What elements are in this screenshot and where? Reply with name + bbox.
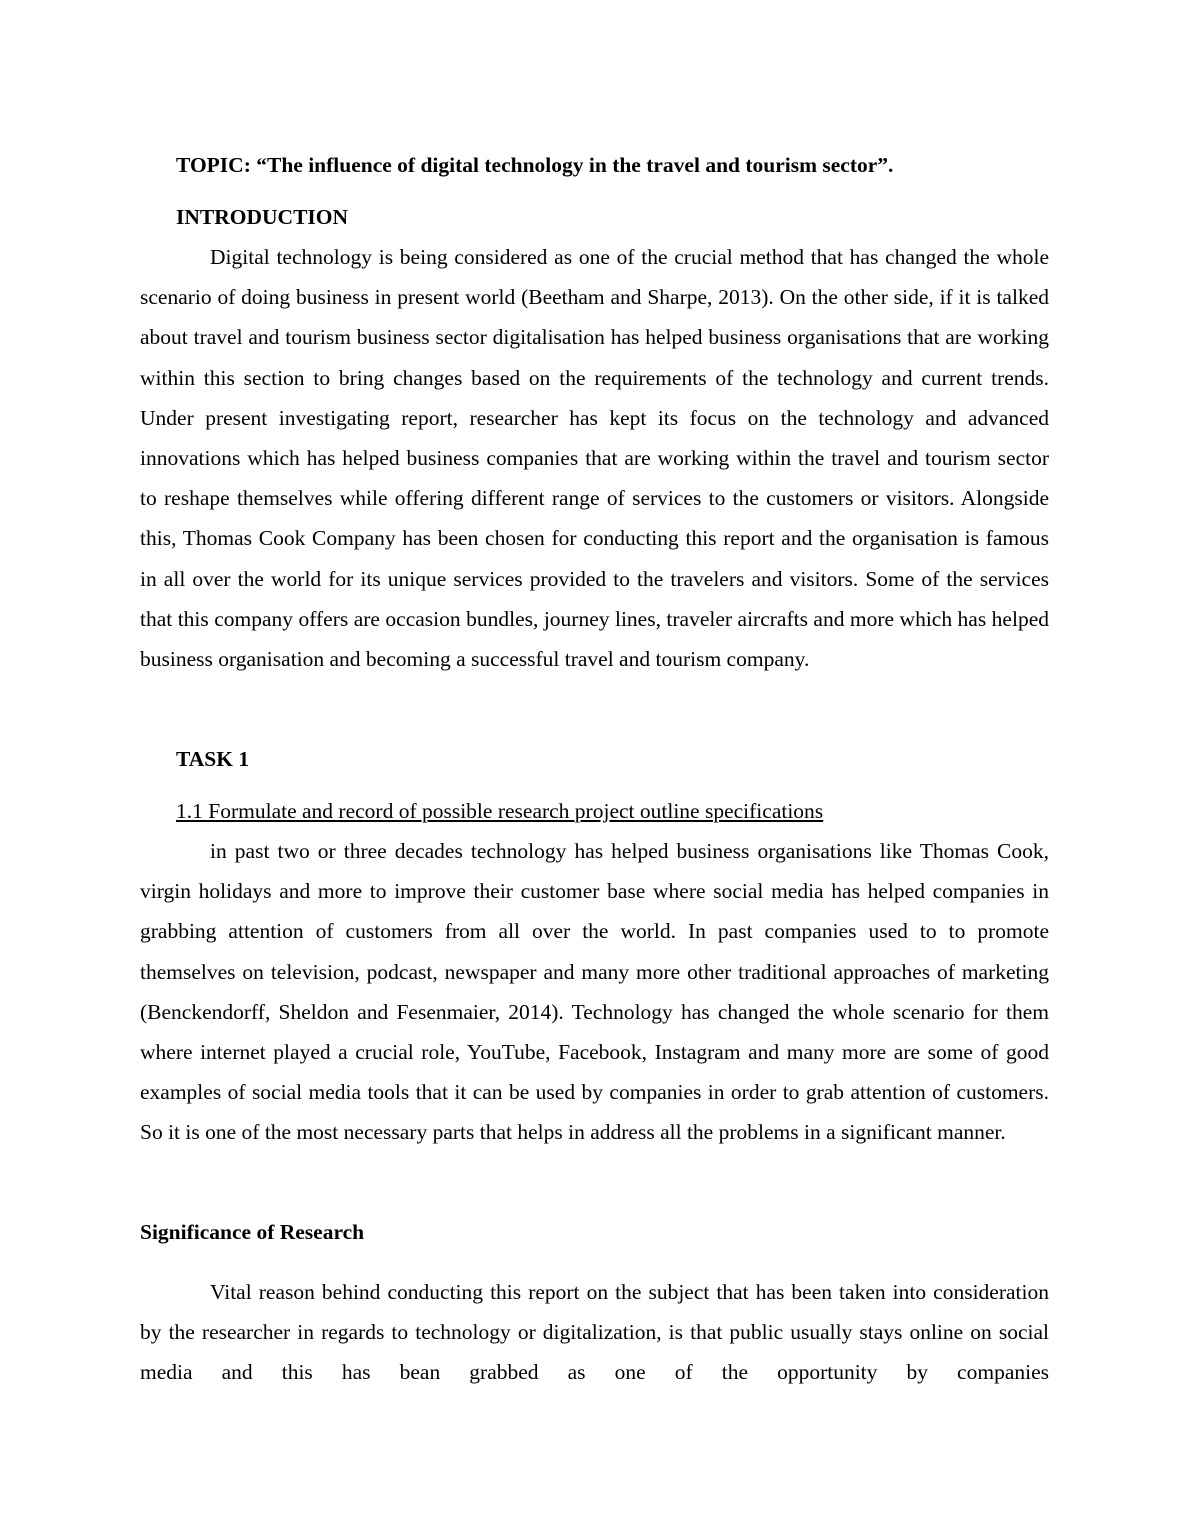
subsection-heading: 1.1 Formulate and record of possible research project outline specifications <box>176 799 824 823</box>
significance-heading: Significance of Research <box>140 1220 365 1244</box>
introduction-heading: INTRODUCTION <box>176 205 349 229</box>
task-paragraph: in past two or three decades technology has helped business organisations like Thomas Cook, virgin holidays and more to improve their customer base where social media has helped companies in grabbing attention of customers from all over the world. In past companies used to to promote themselves on television, podcast, newspaper and many more other traditional approaches of marketing (Benckendorff, Sheldon and Fesenmaier, 2014). Technology has changed the whole scenario for them where internet played a crucial role, YouTube, Facebook, Instagram and many more are some of good examples of social media tools that it can be used by companies in order to grab attention of customers. So it is one of the most necessary parts that helps in address all the problems in a significant manner. <box>140 839 1049 1145</box>
task-heading: TASK 1 <box>176 747 250 771</box>
introduction-paragraph: Digital technology is being considered as one of the crucial method that has changed the whole scenario of doing business in present world (Beetham and Sharpe, 2013). On the other side, if it is talked about travel and tourism business sector digitalisation has helped business organisations that are working within this section to bring changes based on the requirements of the technology and current trends. Under present investigating report, researcher has kept its focus on the technology and advanced innovations which has helped business companies that are working within the travel and tourism sector to reshape themselves while offering different range of services to the customers or visitors. Alongside this, Thomas Cook Company has been chosen for conducting this report and the organisation is famous in all over the world for its unique services provided to the travelers and visitors. Some of the services that this company offers are occasion bundles, journey lines, traveler aircrafts and more which has helped business organisation and becoming a successful travel and tourism company. <box>140 245 1049 672</box>
topic-title: TOPIC: “The influence of digital technology in the travel and tourism sector”. <box>176 153 894 177</box>
significance-paragraph: Vital reason behind conducting this report on the subject that has been taken into consideration by the researcher in regards to technology or digitalization, is that public usually stays online on social media and this has bean grabbed as one of the opportunity by companies <box>140 1280 1049 1385</box>
